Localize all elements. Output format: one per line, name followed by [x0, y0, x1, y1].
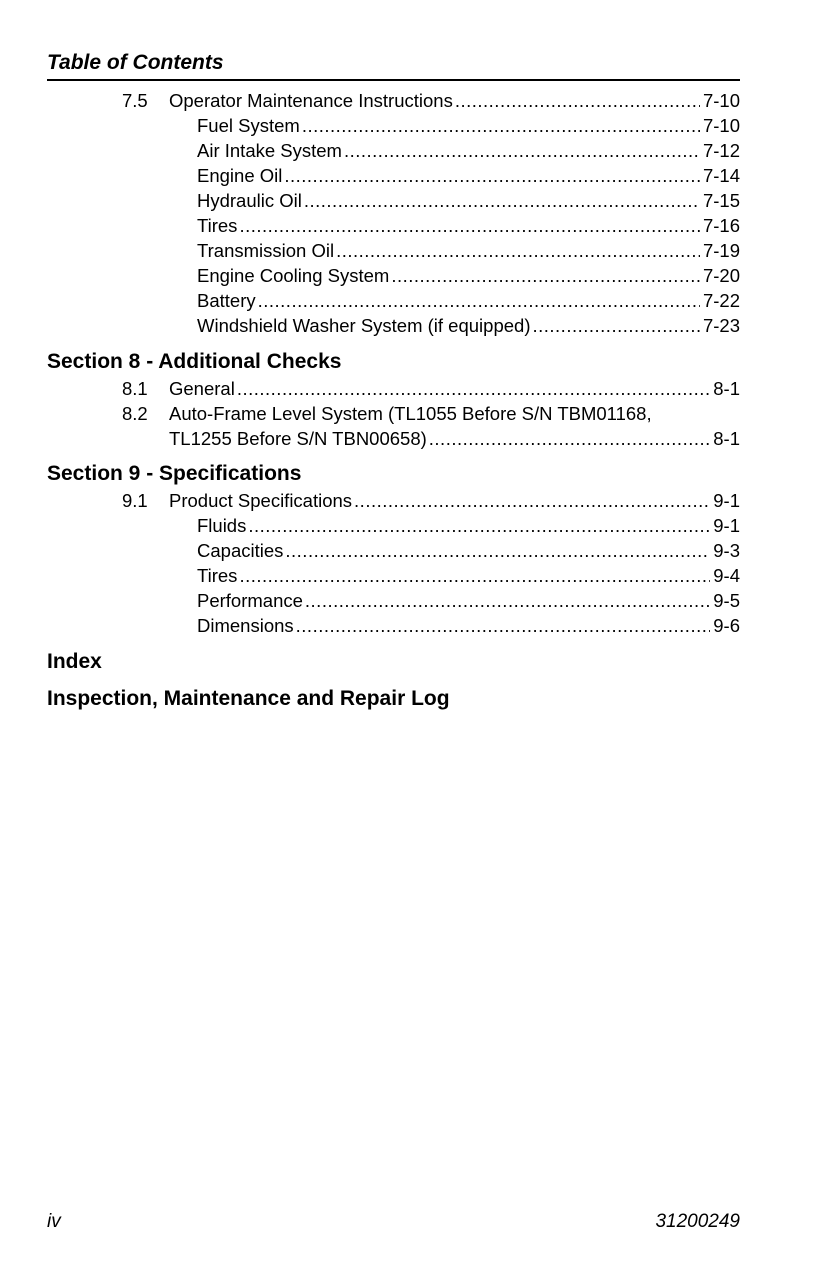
toc-entry-title: Capacities: [197, 540, 284, 561]
toc-page-number: 7-20: [702, 265, 740, 286]
toc-dot-leader: [248, 513, 710, 538]
toc-dot-leader: [302, 113, 700, 138]
section-8-heading[interactable]: Section 8 - Additional Checks: [47, 350, 342, 373]
toc-entry-title: Engine Oil: [197, 165, 283, 186]
toc-dot-leader: [285, 538, 710, 563]
footer-page-label: iv: [47, 1211, 61, 1232]
toc-dot-leader: [354, 488, 710, 513]
toc-page-number: 7-19: [702, 240, 740, 261]
toc-entry-title: Engine Cooling System: [197, 265, 390, 286]
toc-dot-leader: [305, 588, 710, 613]
toc-dot-leader: [429, 426, 710, 451]
toc-entry-battery[interactable]: [197, 288, 740, 313]
toc-entry-title: Battery: [197, 290, 256, 311]
toc-entry-air-intake-system[interactable]: [197, 138, 740, 163]
toc-dot-leader: [391, 263, 700, 288]
toc-dot-leader: [532, 313, 699, 338]
toc-number-7-5: 7.5: [122, 90, 148, 111]
toc-dot-leader: [239, 213, 700, 238]
footer-doc-number: 31200249: [655, 1211, 740, 1232]
toc-entry-title: Air Intake System: [197, 140, 342, 161]
toc-entry-9-1[interactable]: [169, 488, 740, 513]
toc-entry-hydraulic-oil[interactable]: [197, 188, 740, 213]
toc-entry-fuel-system[interactable]: [197, 113, 740, 138]
toc-entry-fluids[interactable]: [197, 513, 740, 538]
toc-entry-title: Operator Maintenance Instructions: [169, 90, 453, 111]
toc-dot-leader: [455, 88, 700, 113]
toc-page-number: 7-10: [702, 115, 740, 136]
toc-entry-8-1[interactable]: [169, 376, 740, 401]
toc-entry-title: General: [169, 378, 235, 399]
toc-entry-title: TL1255 Before S/N TBN00658): [169, 428, 427, 449]
toc-dot-leader: [296, 613, 711, 638]
toc-entry-title: Performance: [197, 590, 303, 611]
toc-entry-dimensions[interactable]: [197, 613, 740, 638]
toc-entry-title: Tires: [197, 565, 238, 586]
toc-page-number: 9-3: [713, 540, 740, 561]
toc-page-number: 8-1: [713, 428, 740, 449]
toc-dot-leader: [239, 563, 710, 588]
toc-entry-title: Tires: [197, 215, 238, 236]
toc-entry-title: Transmission Oil: [197, 240, 335, 261]
toc-entry-transmission-oil[interactable]: [197, 238, 740, 263]
toc-page-number: 7-12: [702, 140, 740, 161]
toc-page-number: 7-10: [702, 90, 740, 111]
toc-entry-engine-oil[interactable]: [197, 163, 740, 188]
header-divider: [47, 79, 740, 81]
log-heading[interactable]: Inspection, Maintenance and Repair Log: [47, 687, 450, 710]
toc-entry-engine-cooling-system[interactable]: [197, 263, 740, 288]
toc-entry-title: Product Specifications: [169, 490, 353, 511]
toc-dot-leader: [284, 163, 700, 188]
toc-entry-windshield-washer-system[interactable]: [197, 313, 740, 338]
toc-entry-performance[interactable]: [197, 588, 740, 613]
toc-number-9-1: 9.1: [122, 490, 148, 511]
toc-number-8-2: 8.2: [122, 403, 148, 424]
toc-page-number: 9-4: [713, 565, 740, 586]
toc-entry-7-5[interactable]: [169, 88, 740, 113]
toc-page-number: 9-6: [713, 615, 740, 636]
toc-entry-title: Hydraulic Oil: [197, 190, 302, 211]
toc-dot-leader: [237, 376, 710, 401]
toc-dot-leader: [304, 188, 700, 213]
toc-page-number: 9-1: [713, 490, 740, 511]
toc-page-number: 7-23: [702, 315, 740, 336]
toc-entry-tires[interactable]: [197, 213, 740, 238]
page-title: Table of Contents: [47, 51, 224, 74]
toc-page-number: 7-22: [702, 290, 740, 311]
toc-entry-8-2[interactable]: [169, 426, 740, 451]
toc-dot-leader: [336, 238, 700, 263]
toc-entry-capacities[interactable]: [197, 538, 740, 563]
toc-dot-leader: [344, 138, 700, 163]
toc-entry-title: Windshield Washer System (if equipped): [197, 315, 531, 336]
toc-entry-spec-tires[interactable]: [197, 563, 740, 588]
toc-page-number: 8-1: [713, 378, 740, 399]
toc-page-number: 9-1: [713, 515, 740, 536]
toc-entry-8-2-line1[interactable]: Auto-Frame Level System (TL1055 Before S/N TBM01168,: [169, 403, 652, 424]
toc-entry-title: Dimensions: [197, 615, 294, 636]
toc-page-number: 7-14: [702, 165, 740, 186]
index-heading[interactable]: Index: [47, 650, 102, 673]
toc-page-number: 7-15: [702, 190, 740, 211]
section-9-heading[interactable]: Section 9 - Specifications: [47, 462, 302, 485]
toc-entry-title: Fluids: [197, 515, 247, 536]
toc-entry-title: Fuel System: [197, 115, 300, 136]
toc-number-8-1: 8.1: [122, 378, 148, 399]
toc-dot-leader: [258, 288, 700, 313]
toc-page-number: 7-16: [702, 215, 740, 236]
toc-page-number: 9-5: [713, 590, 740, 611]
